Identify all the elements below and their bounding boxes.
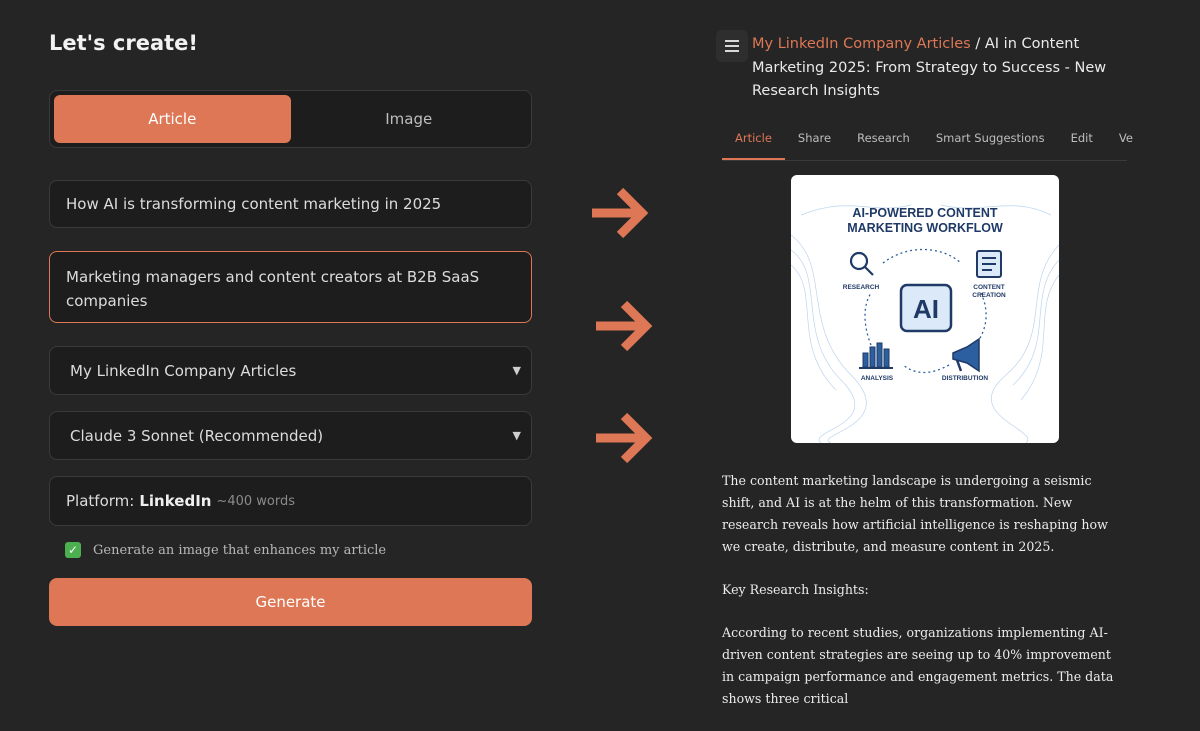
topic-input[interactable]	[49, 180, 532, 228]
breadcrumb	[752, 33, 1132, 104]
platform-info	[49, 476, 532, 526]
article-body	[722, 470, 1124, 731]
destination-select[interactable]	[49, 346, 532, 395]
chevron-down-icon: ▼	[512, 429, 521, 442]
document-icon	[977, 251, 1001, 277]
chevron-down-icon: ▼	[512, 364, 521, 377]
topic-input-value: How AI is transforming content marketing in 2025	[66, 195, 442, 213]
illustration-distribution-label: DISTRIBUTION	[941, 375, 989, 382]
model-select[interactable]	[49, 411, 532, 460]
word-count-hint: ~400 words	[216, 493, 296, 509]
bar-chart-icon	[859, 343, 893, 368]
illustration-center-label: AI	[913, 294, 939, 324]
megaphone-icon	[953, 339, 979, 371]
article-paragraph: Key Research Insights:	[722, 582, 869, 597]
article-illustration	[791, 175, 1059, 443]
destination-select-value: My LinkedIn Company Articles	[70, 361, 297, 380]
content-type-tabs	[49, 90, 532, 148]
article-paragraph: According to recent studies, organizations implementing AI-driven content strategies are seeing up to 40% improvement in campaign performance and engagement metrics. The data shows three critical	[722, 625, 1114, 706]
arrow-right-icon	[592, 410, 656, 466]
arrow-right-icon	[588, 185, 652, 241]
hamburger-menu-icon[interactable]	[716, 30, 748, 62]
tab-article[interactable]: Article	[54, 95, 291, 143]
illustration-research-label: RESEARCH	[842, 284, 880, 291]
platform-name: LinkedIn	[139, 492, 212, 510]
tab-image[interactable]: Image	[385, 110, 433, 128]
audience-textarea[interactable]	[49, 251, 532, 323]
tab-research[interactable]: Research	[857, 131, 910, 145]
illustration-analysis-label: ANALYSIS	[860, 375, 894, 382]
illustration-title-line1: AI-POWERED CONTENT	[852, 206, 998, 220]
breadcrumb-link[interactable]: My LinkedIn Company Articles	[752, 36, 971, 52]
page-title: Let's create!	[49, 31, 198, 55]
article-paragraph: The content marketing landscape is undergoing a seismic shift, and AI is at the helm of this transformation. New research reveals how artificial intelligence is reshaping how we create, distribute, and measure content in 2025.	[722, 473, 1108, 554]
breadcrumb-current: AI in Content Marketing 2025: From Strategy to Success - New Research Insights	[752, 36, 1107, 99]
generate-button[interactable]: Generate	[49, 578, 532, 626]
illustration-title-line2: MARKETING WORKFLOW	[847, 221, 1003, 235]
illustration-content-label-line1: CONTENT	[973, 284, 1005, 291]
tab-share[interactable]: Share	[797, 131, 832, 145]
generate-image-checkbox[interactable]: ✓	[65, 542, 81, 558]
preview-tabs	[722, 118, 1133, 161]
audience-textarea-value: Marketing managers and content creators at B2B SaaS companies	[66, 268, 480, 310]
generate-image-option[interactable]	[65, 542, 386, 558]
tab-versions[interactable]: Ve	[1118, 131, 1133, 145]
magnifier-icon	[851, 253, 873, 275]
breadcrumb-separator: /	[970, 36, 985, 52]
model-select-value: Claude 3 Sonnet (Recommended)	[70, 426, 324, 445]
tab-article-preview[interactable]: Article	[722, 118, 785, 160]
tab-edit[interactable]: Edit	[1070, 131, 1093, 145]
platform-prefix: Platform:	[66, 492, 135, 510]
generate-image-label: Generate an image that enhances my article	[93, 542, 387, 558]
arrow-right-icon	[592, 298, 656, 354]
tab-smart-suggestions[interactable]: Smart Suggestions	[935, 131, 1045, 145]
illustration-content-label-line2: CREATION	[972, 292, 1006, 299]
